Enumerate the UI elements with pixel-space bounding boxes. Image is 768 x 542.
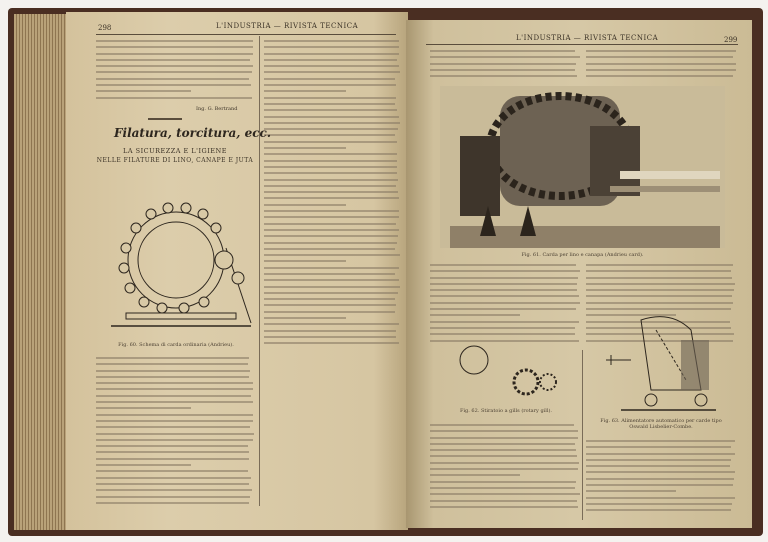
text-line: [96, 84, 251, 86]
text-line: [96, 395, 251, 397]
page-stack-edge: [14, 14, 74, 530]
text-line: [586, 50, 736, 52]
text-line: [264, 323, 399, 325]
text-line: [430, 487, 575, 489]
text-line: [264, 279, 399, 281]
text-line: [96, 376, 249, 378]
right-page: [406, 20, 752, 528]
running-head: L'INDUSTRIA — RIVISTA TECNICA: [516, 34, 659, 42]
text-line: [96, 483, 249, 485]
text-line: [96, 97, 252, 99]
text-line: [264, 134, 395, 136]
text-line: [586, 277, 732, 279]
text-line: [264, 109, 397, 111]
text-line: [264, 179, 398, 181]
text-line: [430, 506, 578, 508]
text-line: [586, 283, 735, 285]
article-title: LA SICUREZZA E L'IGIENE: [123, 147, 227, 155]
text-line: [430, 424, 574, 426]
text-line: [264, 128, 398, 130]
text-line: [586, 302, 733, 304]
text-line: [96, 59, 250, 61]
text-line: [96, 370, 250, 372]
text-line: [430, 289, 577, 291]
text-line: [96, 489, 252, 491]
text-line: [430, 321, 579, 323]
text-line: [264, 317, 346, 319]
text-line: [264, 267, 399, 269]
text-line: [264, 242, 397, 244]
text-line: [96, 439, 253, 441]
text-line: [430, 264, 576, 266]
figure-63-caption: Fig. 63. Alimentatore automatico per carde tipo Oswald Lisbelier-Combe.: [600, 418, 722, 430]
text-line: [96, 46, 253, 48]
text-line: [586, 264, 733, 266]
text-line: [430, 270, 580, 272]
text-line: [264, 191, 398, 193]
figure-61-caption: Fig. 61. Carda per lino e canapa (Andrieu card).: [521, 252, 644, 258]
text-line: [586, 497, 735, 499]
section-title: Filatura, torcitura, ecc.: [114, 126, 272, 140]
text-line: [96, 78, 249, 80]
text-line: [430, 455, 577, 457]
page-number: 298: [98, 24, 112, 32]
text-line: [96, 90, 191, 92]
figure-62-caption: Fig. 62. Stiratoio a gills (rotary gill).: [459, 408, 553, 414]
text-line: [96, 71, 252, 73]
text-line: [264, 160, 397, 162]
text-line: [264, 147, 346, 149]
text-line: [264, 116, 399, 118]
text-column: [264, 40, 400, 349]
text-line: [264, 153, 397, 155]
gill-drawing-diagram: [456, 340, 566, 400]
text-line: [96, 464, 191, 466]
text-line: [264, 103, 395, 105]
text-line: [586, 459, 731, 461]
text-line: [96, 414, 253, 416]
text-line: [586, 465, 730, 467]
text-line: [586, 75, 733, 77]
text-line: [264, 166, 397, 168]
text-line: [264, 292, 398, 294]
text-line: [264, 286, 400, 288]
text-line: [430, 50, 575, 52]
text-line: [264, 311, 395, 313]
text-line: [96, 426, 250, 428]
text-line: [430, 314, 520, 316]
text-line: [430, 327, 575, 329]
text-line: [430, 493, 580, 495]
text-line: [586, 289, 734, 291]
text-line: [430, 474, 520, 476]
text-line: [264, 46, 399, 48]
text-line: [96, 401, 253, 403]
text-line: [586, 503, 732, 505]
text-column: [96, 40, 254, 103]
text-line: [264, 65, 399, 67]
text-line: [264, 172, 397, 174]
text-line: [96, 496, 250, 498]
text-line: [264, 330, 396, 332]
page-number: 299: [724, 36, 738, 44]
text-line: [96, 420, 253, 422]
text-line: [430, 462, 579, 464]
text-line: [264, 40, 399, 42]
text-line: [264, 185, 396, 187]
text-line: [264, 122, 400, 124]
text-column: [430, 264, 580, 346]
text-line: [264, 336, 396, 338]
text-line: [96, 445, 248, 447]
text-line: [264, 235, 398, 237]
text-line: [430, 500, 577, 502]
text-line: [96, 363, 248, 365]
text-line: [264, 141, 397, 143]
text-line: [586, 440, 735, 442]
text-line: [586, 509, 731, 511]
text-line: [264, 97, 396, 99]
text-line: [264, 78, 395, 80]
text-line: [96, 53, 253, 55]
text-line: [264, 84, 396, 86]
text-line: [586, 453, 735, 455]
text-line: [264, 260, 346, 262]
text-line: [586, 471, 735, 473]
text-line: [430, 443, 575, 445]
text-column: [96, 357, 254, 508]
text-line: [586, 446, 731, 448]
text-line: [96, 451, 249, 453]
text-line: [96, 458, 249, 460]
text-line: [96, 388, 253, 390]
text-line: [264, 223, 396, 225]
text-line: [430, 437, 578, 439]
text-line: [430, 468, 578, 470]
text-column: [430, 50, 580, 81]
text-line: [264, 59, 397, 61]
running-head: L'INDUSTRIA — RIVISTA TECNICA: [216, 22, 359, 30]
text-line: [430, 283, 577, 285]
text-line: [430, 333, 575, 335]
text-line: [96, 433, 254, 435]
text-column: [430, 424, 580, 512]
text-line: [586, 69, 736, 71]
text-line: [430, 56, 580, 58]
author-signature: Ing. G. Bertrand: [196, 106, 238, 112]
text-line: [430, 277, 578, 279]
text-line: [96, 357, 249, 359]
text-line: [430, 308, 576, 310]
text-line: [586, 295, 732, 297]
text-line: [264, 229, 399, 231]
text-line: [264, 298, 395, 300]
text-line: [430, 481, 576, 483]
text-line: [264, 197, 399, 199]
text-line: [264, 342, 399, 344]
text-line: [264, 248, 395, 250]
text-line: [586, 56, 733, 58]
text-line: [96, 502, 249, 504]
text-line: [430, 69, 575, 71]
text-line: [264, 304, 396, 306]
text-line: [586, 484, 733, 486]
text-line: [264, 53, 399, 55]
text-line: [264, 273, 395, 275]
text-column: [586, 440, 736, 516]
text-line: [264, 204, 346, 206]
text-line: [96, 470, 248, 472]
text-line: [96, 477, 251, 479]
text-column: [586, 50, 736, 81]
automatic-feeder-diagram: [601, 310, 721, 415]
text-line: [96, 65, 253, 67]
text-line: [264, 71, 400, 73]
text-line: [96, 40, 253, 42]
text-line: [96, 407, 191, 409]
text-line: [430, 295, 579, 297]
text-line: [264, 254, 400, 256]
carding-machine-photo: [440, 86, 725, 248]
text-line: [430, 430, 578, 432]
text-line: [264, 210, 399, 212]
text-line: [586, 63, 736, 65]
text-line: [586, 270, 731, 272]
article-subtitle: NELLE FILATURE DI LINO, CANAPE E JUTA: [96, 157, 254, 164]
text-line: [430, 302, 580, 304]
text-line: [586, 478, 734, 480]
carding-machine-diagram: [106, 198, 256, 333]
text-line: [430, 63, 576, 65]
text-line: [264, 90, 346, 92]
text-line: [96, 382, 253, 384]
text-line: [586, 490, 676, 492]
figure-caption: Fig. 60. Schema di carda ordinaria (Andrieu).: [118, 342, 234, 348]
text-line: [430, 449, 576, 451]
left-page: [66, 12, 408, 530]
text-line: [264, 216, 399, 218]
text-line: [430, 75, 577, 77]
